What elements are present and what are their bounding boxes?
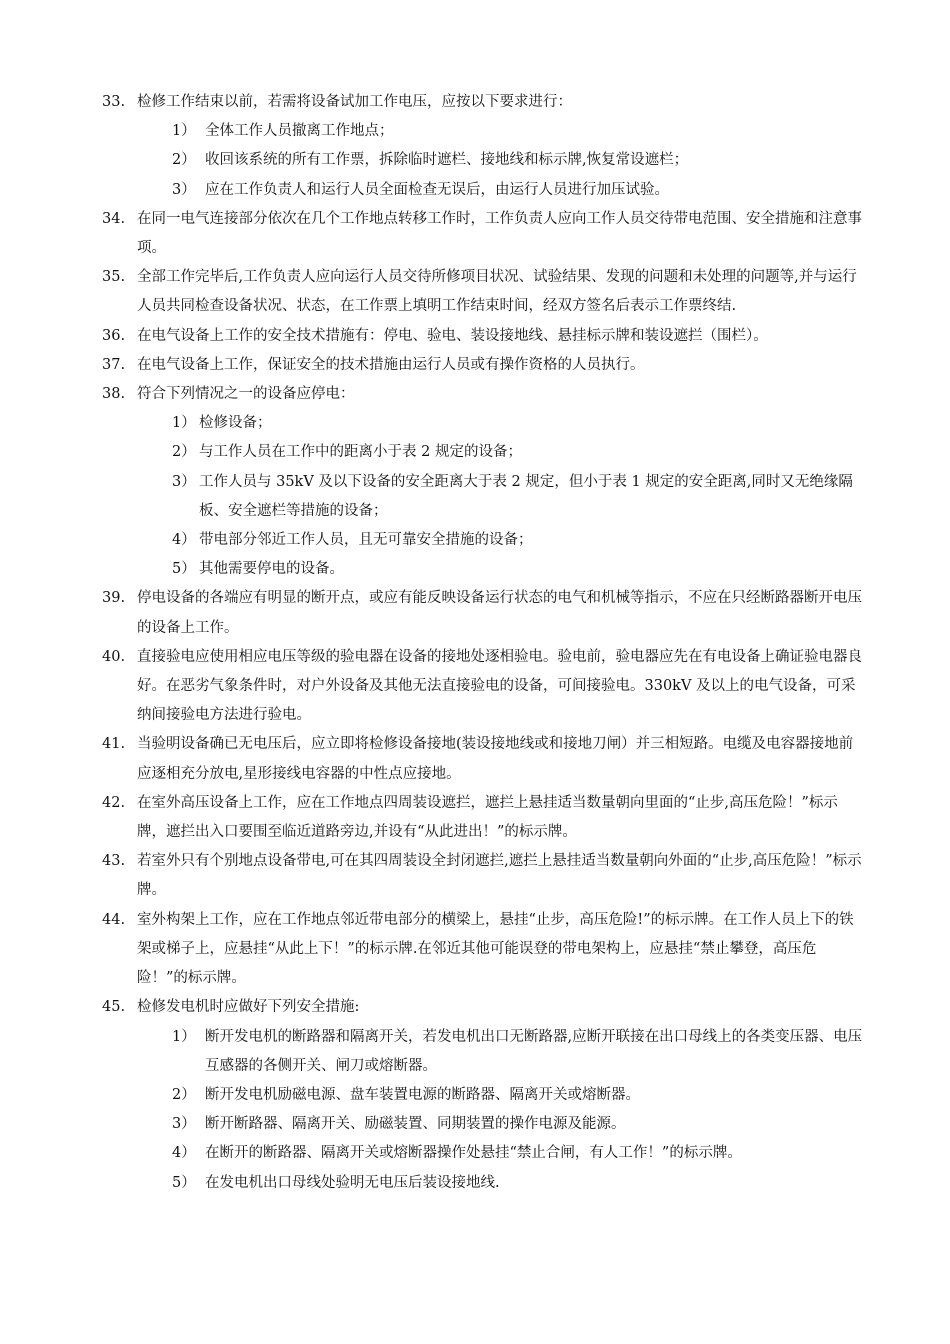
item-text: 当验明设备确已无电压后，应立即将检修设备接地(装设接地线或和接地刀闸）并三相短路。电缆及电容器接地前应逐相充分放电,星形接线电容器的中性点应接地。: [137, 736, 854, 782]
sub-item-number: 3）: [172, 1116, 196, 1133]
item-number: 44.: [102, 911, 126, 928]
list-item: [0, 584, 950, 642]
item-number: 37.: [102, 356, 126, 373]
sub-item-text: 带电部分邻近工作人员，且无可靠安全措施的设备；: [199, 532, 533, 549]
sub-item: [0, 1081, 950, 1110]
sub-item: [0, 1023, 950, 1081]
sub-item-text: 断开断路器、隔离开关、励磁装置、同期装置的操作电源及能源。: [205, 1116, 626, 1133]
sub-item-number: 4）: [172, 532, 196, 549]
item-number: 43.: [102, 853, 126, 870]
sub-item-number: 3）: [172, 181, 196, 198]
item-text: 检修发电机时应做好下列安全措施:: [137, 999, 360, 1016]
list-item: [0, 205, 950, 263]
list-item: [0, 88, 950, 117]
sub-item: [0, 555, 950, 584]
item-text: 停电设备的各端应有明显的断开点，或应有能反映设备运行状态的电气和机械等指示，不应在只经断路器断开电压的设备上工作。: [137, 590, 862, 636]
sub-item-text: 全体工作人员撤离工作地点；: [205, 123, 394, 140]
item-number: 45.: [102, 999, 126, 1016]
sub-item-number: 1）: [172, 415, 196, 432]
item-text: 在电气设备上工作的安全技术措施有：停电、验电、装设接地线、悬挂标示牌和装设遮拦（围栏）。: [137, 327, 768, 344]
list-item: [0, 847, 950, 905]
sub-item-text: 断开发电机励磁电源、盘车装置电源的断路器、隔离开关或熔断器。: [205, 1086, 640, 1103]
item-number: 42.: [102, 794, 126, 811]
list-item: [0, 322, 950, 351]
sub-item-number: 1）: [172, 123, 196, 140]
item-number: 38.: [102, 386, 126, 403]
item-number: 33.: [102, 94, 126, 110]
list-item: [0, 351, 950, 380]
item-number: 34.: [102, 210, 126, 227]
item-text: 在同一电气连接部分依次在几个工作地点转移工作时，工作负责人应向工作人员交待带电范围、安全措施和注意事项。: [137, 210, 862, 257]
document-body: [0, 88, 950, 1198]
sub-item-text: 收回该系统的所有工作票，拆除临时遮栏、接地线和标示牌,恢复常设遮栏；: [205, 152, 689, 169]
item-number: 36.: [102, 327, 126, 344]
item-number: 41.: [102, 736, 126, 753]
sub-item-number: 2）: [172, 1086, 196, 1103]
sub-item: [0, 468, 950, 526]
sub-item-text: 应在工作负责人和运行人员全面检查无误后，由运行人员进行加压试验。: [205, 181, 669, 198]
sub-item: [0, 526, 950, 555]
sub-item: [0, 409, 950, 438]
list-item: [0, 730, 950, 788]
sub-item-number: 4）: [172, 1145, 196, 1162]
item-text: 符合下列情况之一的设备应停电：: [137, 386, 355, 403]
sub-item-number: 3）: [172, 473, 196, 490]
list-item: [0, 263, 950, 321]
sub-item: [0, 438, 950, 467]
sub-item-number: 5）: [172, 1174, 196, 1191]
list-item: [0, 789, 950, 847]
item-text: 检修工作结束以前，若需将设备试加工作电压，应按以下要求进行：: [137, 94, 572, 110]
sub-item: [0, 117, 950, 146]
item-text: 全部工作完毕后,工作负责人应向运行人员交待所修项目状况、试验结果、发现的问题和未处理的问题等,并与运行人员共同检查设备状况、状态，在工作票上填明工作结束时间，经双方签名后表示工作票终结.: [137, 269, 857, 315]
list-item: [0, 380, 950, 409]
list-item: [0, 906, 950, 994]
item-number: 35.: [102, 269, 126, 286]
item-text: 在室外高压设备上工作，应在工作地点四周装设遮拦，遮拦上悬挂适当数量朝向里面的“止步,高压危险！”标示牌，遮拦出入口要围至临近道路旁边,并设有“从此进出！”的标示牌。: [137, 794, 838, 841]
sub-item-text: 在发电机出口母线处验明无电压后装设接地线.: [205, 1174, 500, 1191]
item-text: 直接验电应使用相应电压等级的验电器在设备的接地处逐相验电。验电前，验电器应先在有电设备上确证验电器良好。在恶劣气象条件时，对户外设备及其他无法直接验电的设备，可间接验电。330kV 及以上的电气设备，可采纳间接验电方法进行验电。: [137, 648, 862, 724]
item-text: 室外构架上工作，应在工作地点邻近带电部分的横梁上，悬挂“止步，高压危险!”的标示牌。在工作人员上下的铁架或梯子上，应悬挂“从此上下！”的标示牌.在邻近其他可能误登的带电架构上，应悬挂“禁止攀登，高压危险！”的标示牌。: [137, 911, 854, 987]
item-number: 39.: [102, 590, 126, 607]
sub-item: [0, 1169, 950, 1198]
list-item: [0, 993, 950, 1022]
sub-item-text: 其他需要停电的设备。: [199, 561, 344, 578]
sub-item-number: 5）: [172, 561, 196, 578]
sub-item: [0, 1139, 950, 1168]
sub-item-number: 2）: [172, 152, 196, 169]
sub-item-text: 断开发电机的断路器和隔离开关，若发电机出口无断路器,应断开联接在出口母线上的各类变压器、电压互感器的各侧开关、闸刀或熔断器。: [205, 1028, 863, 1074]
sub-item: [0, 176, 950, 205]
item-text: 若室外只有个别地点设备带电,可在其四周装设全封闭遮拦,遮拦上悬挂适当数量朝向外面的“止步,高压危险！”标示牌。: [137, 853, 862, 899]
sub-item-text: 工作人员与 35kV 及以下设备的安全距离大于表 2 规定，但小于表 1 规定的安全距离,同时又无绝缘隔板、安全遮栏等措施的设备；: [199, 473, 853, 519]
item-text: 在电气设备上工作，保证安全的技术措施由运行人员或有操作资格的人员执行。: [137, 356, 645, 373]
list-item: [0, 643, 950, 731]
sub-item-number: 1）: [172, 1028, 196, 1045]
sub-item-text: 与工作人员在工作中的距离小于表 2 规定的设备；: [199, 444, 522, 461]
sub-item-number: 2）: [172, 444, 196, 461]
sub-item: [0, 146, 950, 175]
sub-item: [0, 1110, 950, 1139]
sub-item-text: 检修设备；: [199, 415, 272, 432]
sub-item-text: 在断开的断路器、隔离开关或熔断器操作处悬挂“禁止合闸，有人工作！”的标示牌。: [205, 1145, 742, 1162]
item-number: 40.: [102, 648, 126, 665]
